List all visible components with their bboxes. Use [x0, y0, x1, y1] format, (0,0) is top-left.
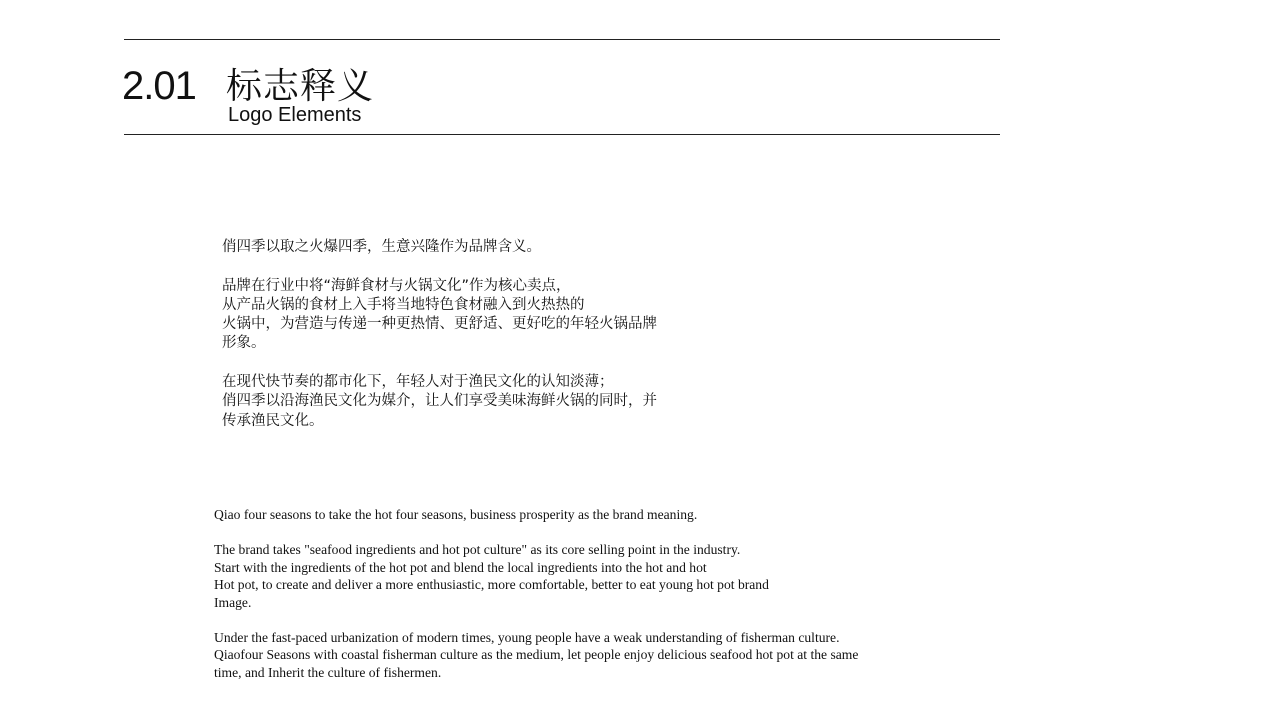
english-text-line: Under the fast-paced urbanization of modern times, young people have a weak understanding of fisherman culture. — [214, 629, 840, 645]
chinese-text-line: 品牌在行业中将“海鲜食材与火锅文化”作为核心卖点， — [222, 277, 571, 294]
chinese-paragraph-2 — [222, 277, 742, 354]
chinese-body-text — [222, 238, 742, 431]
paragraph-spacer — [214, 524, 914, 542]
chinese-text-line: 传承渔民文化。 — [222, 412, 324, 429]
chinese-text-line: 形象。 — [222, 335, 266, 352]
english-text-line: Qiao four seasons to take the hot four seasons, business prosperity as the brand meaning. — [214, 507, 698, 522]
english-text-line: Hot pot, to create and deliver a more enthusiastic, more comfortable, better to eat young hot pot brand — [214, 577, 769, 592]
page-title-chinese: 标志释义 — [226, 66, 375, 107]
chinese-paragraph-1 — [222, 238, 742, 257]
chinese-text-line: 俏四季以取之火爆四季，生意兴隆作为品牌含义。 — [222, 239, 541, 255]
english-text-line: time, and Inherit the culture of fishermen. — [214, 664, 442, 680]
paragraph-spacer — [222, 354, 742, 373]
chinese-text-line: 俏四季以沿海渔民文化为媒介，让人们享受美味海鲜火锅的同时，并 — [222, 393, 657, 410]
section-number: 2.01 — [122, 64, 196, 108]
english-paragraph-1 — [214, 506, 914, 524]
chinese-paragraph-3 — [222, 373, 742, 431]
header-top-rule — [124, 39, 1000, 40]
paragraph-spacer — [214, 611, 914, 629]
english-paragraph-2 — [214, 541, 914, 611]
header-bottom-rule — [124, 134, 1000, 135]
english-text-line: The brand takes "seafood ingredients and hot pot culture" as its core selling point in the industry. — [214, 542, 741, 557]
english-text-line: Qiaofour Seasons with coastal fisherman culture as the medium, let people enjoy delicious seafood hot pot at the same — [214, 647, 859, 662]
paragraph-spacer — [222, 257, 742, 276]
chinese-text-line: 火锅中，为营造与传递一种更热情、更舒适、更好吃的年轻火锅品牌 — [222, 316, 657, 333]
chinese-text-line: 在现代快节奏的都市化下，年轻人对于渔民文化的认知淡薄； — [222, 374, 614, 391]
english-body-text — [214, 506, 914, 681]
english-paragraph-3 — [214, 629, 914, 682]
page-title-english: Logo Elements — [228, 104, 362, 126]
english-text-line: Start with the ingredients of the hot pot and blend the local ingredients into the hot and hot — [214, 559, 707, 575]
chinese-text-line: 从产品火锅的食材上入手将当地特色食材融入到火热热的 — [222, 296, 585, 313]
english-text-line: Image. — [214, 594, 252, 610]
